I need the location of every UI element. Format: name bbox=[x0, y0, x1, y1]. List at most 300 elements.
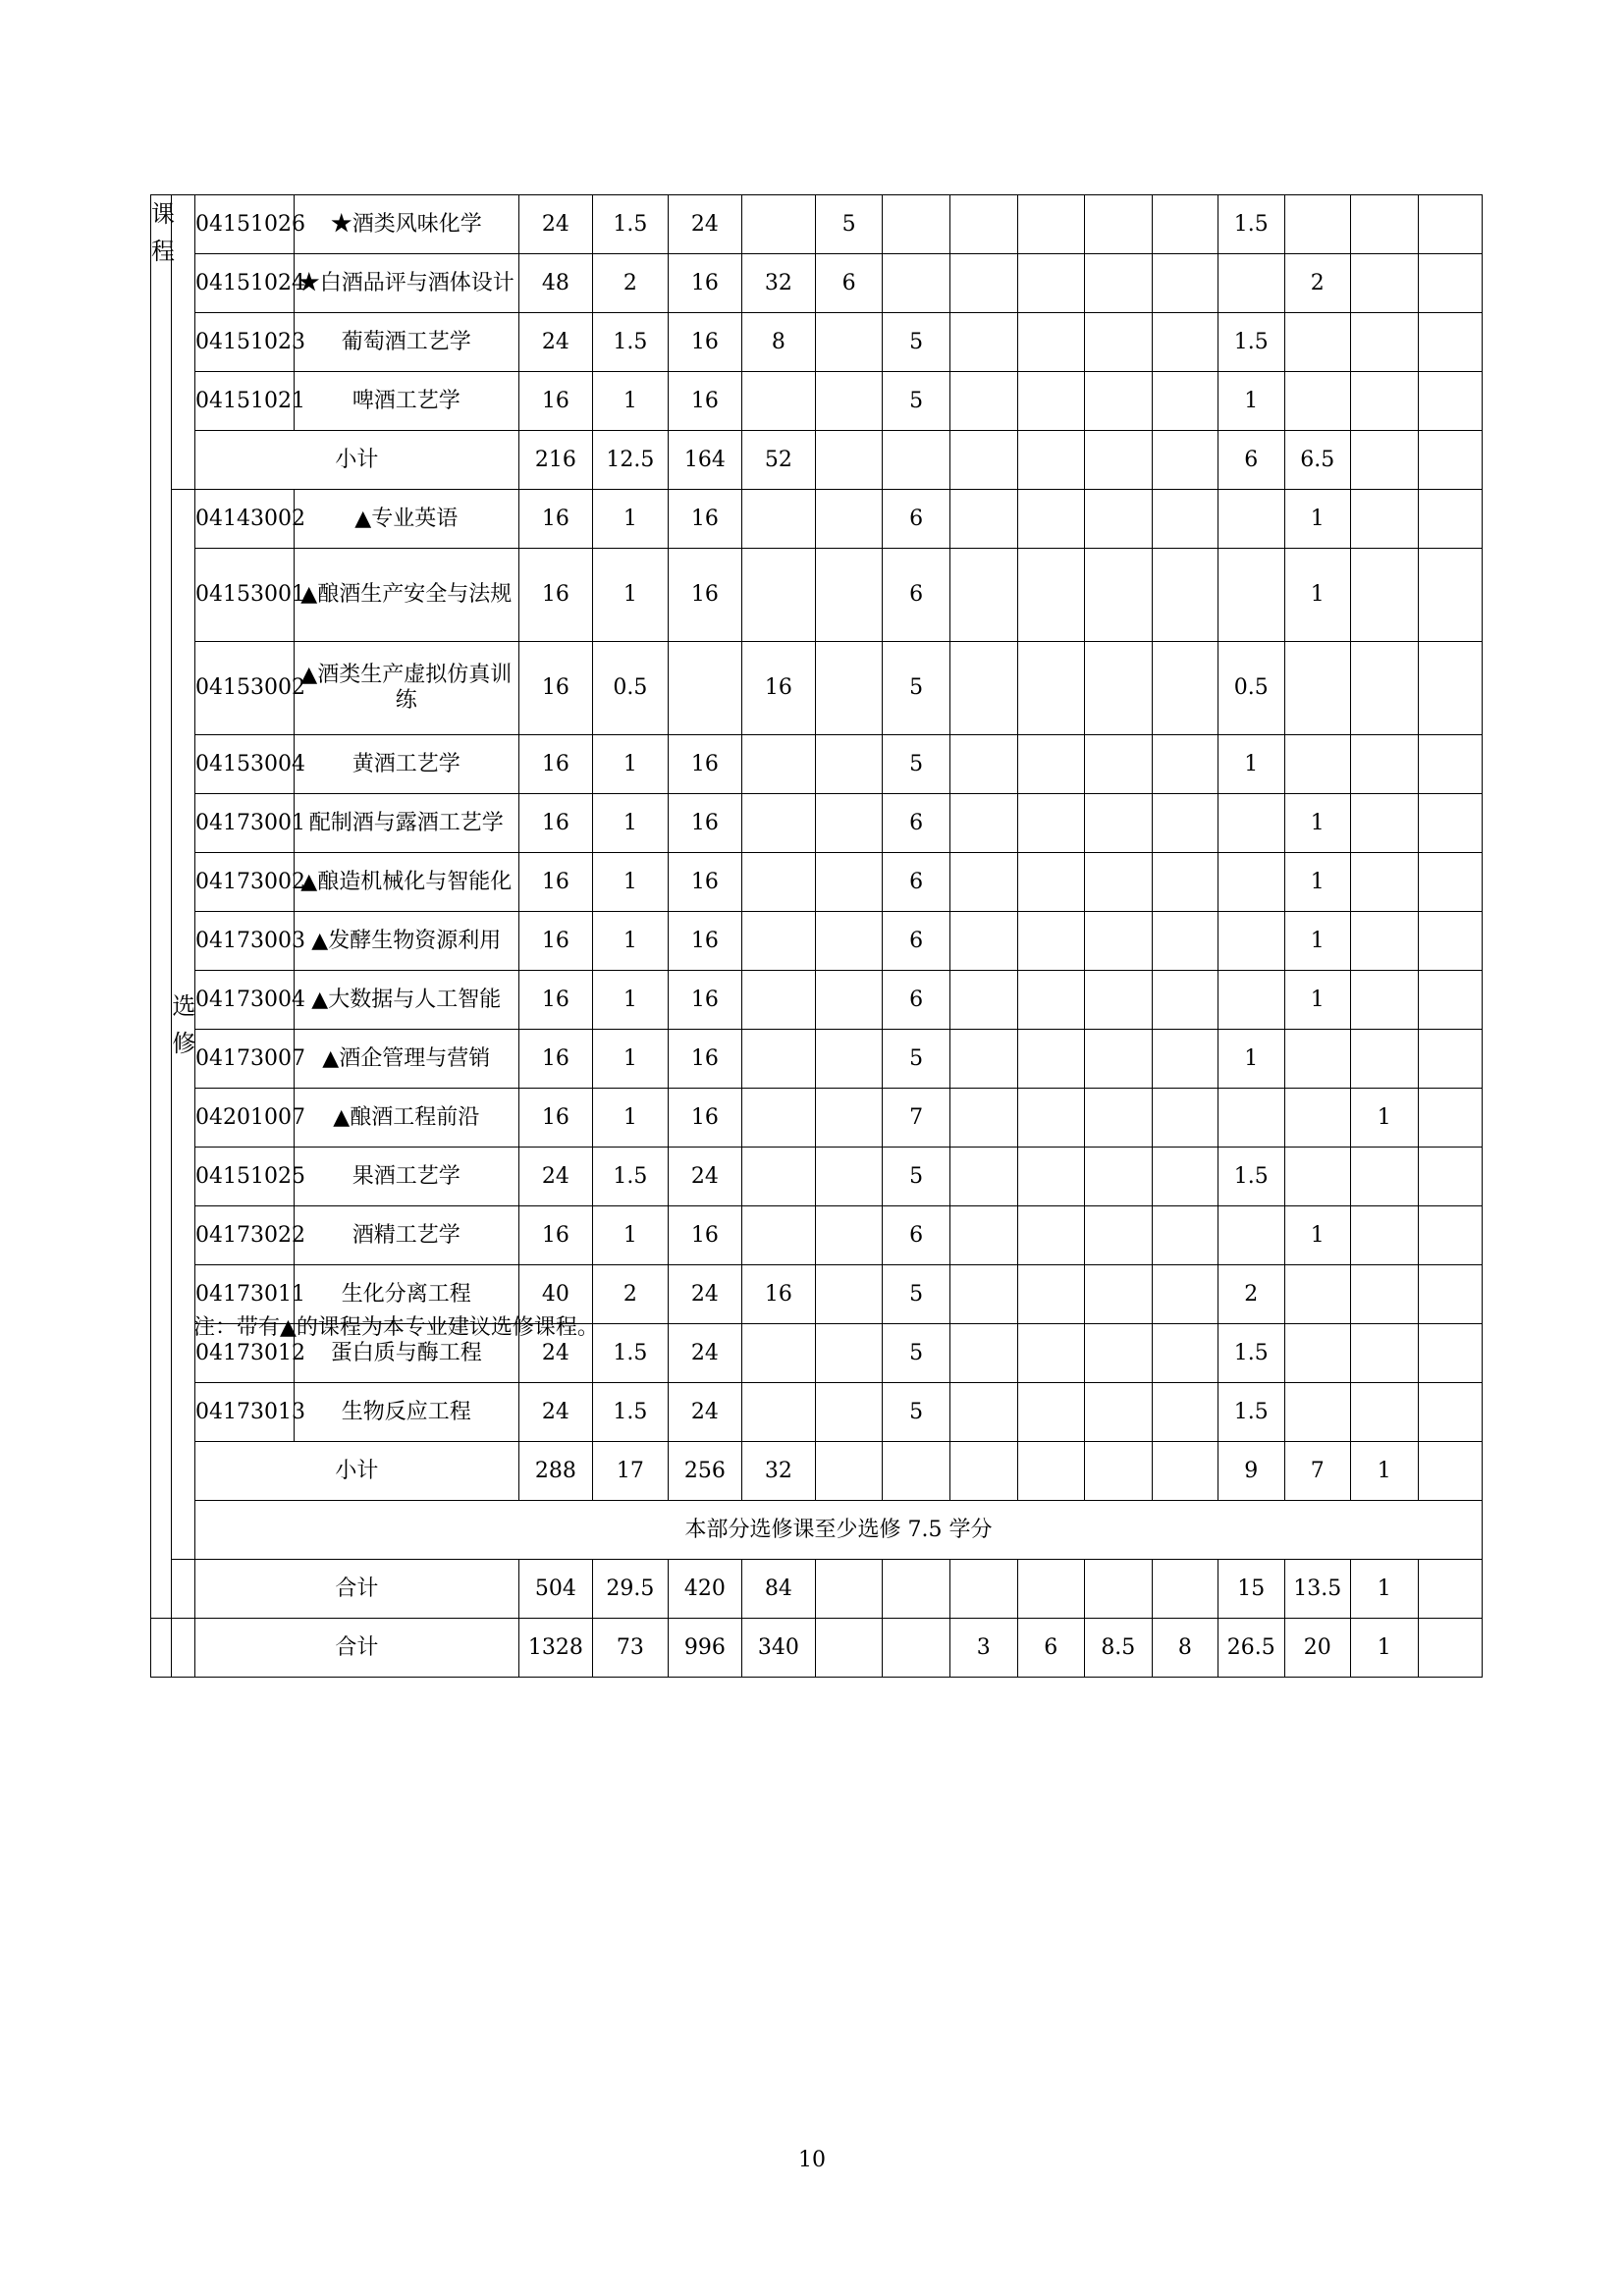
value-cell bbox=[1017, 1442, 1085, 1501]
course-code: 04173001 bbox=[194, 794, 294, 853]
value-cell bbox=[1351, 912, 1419, 971]
value-cell: 1 bbox=[592, 372, 668, 431]
value-cell: 5 bbox=[883, 1265, 950, 1324]
value-cell bbox=[1085, 794, 1153, 853]
value-cell: 16 bbox=[518, 794, 592, 853]
value-cell bbox=[815, 549, 883, 642]
course-name: ▲酿造机械化与智能化 bbox=[294, 853, 518, 912]
course-name: 生化分离工程 bbox=[294, 1265, 518, 1324]
value-cell: 16 bbox=[668, 490, 741, 549]
value-cell bbox=[1418, 1265, 1482, 1324]
value-cell bbox=[1284, 1030, 1350, 1089]
value-cell bbox=[741, 549, 815, 642]
value-cell bbox=[1085, 1030, 1153, 1089]
value-cell: 24 bbox=[518, 195, 592, 254]
value-cell: 2 bbox=[592, 1265, 668, 1324]
value-cell: 6 bbox=[1218, 431, 1284, 490]
value-cell: 29.5 bbox=[592, 1560, 668, 1619]
value-cell bbox=[949, 195, 1017, 254]
value-cell: 6 bbox=[883, 971, 950, 1030]
value-cell: 24 bbox=[668, 1324, 741, 1383]
value-cell bbox=[1085, 313, 1153, 372]
value-cell: 1 bbox=[1284, 1206, 1350, 1265]
group-label-char: 课 bbox=[151, 200, 175, 228]
value-cell bbox=[815, 1324, 883, 1383]
value-cell: 5 bbox=[883, 1030, 950, 1089]
value-cell bbox=[1152, 1148, 1218, 1206]
value-cell: 16 bbox=[518, 549, 592, 642]
course-name: ▲专业英语 bbox=[294, 490, 518, 549]
value-cell: 1 bbox=[1351, 1442, 1419, 1501]
value-cell: 1 bbox=[592, 1030, 668, 1089]
value-cell bbox=[815, 431, 883, 490]
value-cell bbox=[949, 1089, 1017, 1148]
course-name: ▲酿酒生产安全与法规 bbox=[294, 549, 518, 642]
value-cell: 6 bbox=[883, 912, 950, 971]
value-cell bbox=[1351, 254, 1419, 313]
value-cell: 1 bbox=[1284, 912, 1350, 971]
value-cell bbox=[815, 1030, 883, 1089]
value-cell: 420 bbox=[668, 1560, 741, 1619]
value-cell bbox=[1218, 1089, 1284, 1148]
value-cell bbox=[1017, 971, 1085, 1030]
value-cell: 5 bbox=[883, 1383, 950, 1442]
table-row bbox=[151, 195, 1483, 254]
value-cell bbox=[1085, 490, 1153, 549]
value-cell bbox=[1017, 1265, 1085, 1324]
subtotal-row bbox=[151, 1442, 1483, 1501]
table-row bbox=[151, 254, 1483, 313]
value-cell: 6 bbox=[883, 794, 950, 853]
course-name: ▲发酵生物资源利用 bbox=[294, 912, 518, 971]
value-cell: 24 bbox=[668, 1148, 741, 1206]
value-cell bbox=[1418, 642, 1482, 735]
value-cell: 1.5 bbox=[592, 1383, 668, 1442]
value-cell bbox=[1085, 195, 1153, 254]
value-cell bbox=[1017, 735, 1085, 794]
value-cell: 5 bbox=[815, 195, 883, 254]
value-cell bbox=[1152, 1206, 1218, 1265]
table-row bbox=[151, 1089, 1483, 1148]
value-cell bbox=[949, 1030, 1017, 1089]
value-cell bbox=[741, 1206, 815, 1265]
value-cell: 1 bbox=[1284, 853, 1350, 912]
value-cell: 6 bbox=[1017, 1619, 1085, 1678]
value-cell: 1 bbox=[1351, 1560, 1419, 1619]
value-cell bbox=[883, 195, 950, 254]
value-cell bbox=[1085, 853, 1153, 912]
value-cell bbox=[1418, 971, 1482, 1030]
value-cell bbox=[1284, 1324, 1350, 1383]
value-cell bbox=[1284, 642, 1350, 735]
course-code: 04173022 bbox=[194, 1206, 294, 1265]
value-cell: 1 bbox=[592, 971, 668, 1030]
value-cell bbox=[815, 853, 883, 912]
value-cell bbox=[1085, 1148, 1153, 1206]
value-cell bbox=[815, 1206, 883, 1265]
value-cell bbox=[949, 1324, 1017, 1383]
value-cell: 1.5 bbox=[592, 1148, 668, 1206]
value-cell bbox=[1418, 313, 1482, 372]
value-cell: 16 bbox=[668, 1089, 741, 1148]
value-cell bbox=[815, 1619, 883, 1678]
value-cell bbox=[949, 372, 1017, 431]
course-code: 04143002 bbox=[194, 490, 294, 549]
course-code: 04173002 bbox=[194, 853, 294, 912]
value-cell bbox=[883, 254, 950, 313]
value-cell: 24 bbox=[668, 1265, 741, 1324]
value-cell: 5 bbox=[883, 1148, 950, 1206]
value-cell bbox=[1351, 1265, 1419, 1324]
value-cell: 7 bbox=[1284, 1442, 1350, 1501]
subtotal-label: 小计 bbox=[194, 1442, 518, 1501]
value-cell bbox=[741, 1089, 815, 1148]
value-cell: 1 bbox=[592, 490, 668, 549]
total-label: 合计 bbox=[194, 1619, 518, 1678]
value-cell: 8 bbox=[1152, 1619, 1218, 1678]
value-cell bbox=[949, 1148, 1017, 1206]
value-cell bbox=[1017, 853, 1085, 912]
value-cell: 17 bbox=[592, 1442, 668, 1501]
course-code: 04201007 bbox=[194, 1089, 294, 1148]
value-cell: 32 bbox=[741, 1442, 815, 1501]
value-cell: 16 bbox=[741, 1265, 815, 1324]
value-cell bbox=[1152, 912, 1218, 971]
value-cell bbox=[1085, 912, 1153, 971]
value-cell bbox=[1418, 735, 1482, 794]
value-cell: 1 bbox=[592, 735, 668, 794]
value-cell bbox=[1152, 1442, 1218, 1501]
value-cell: 2 bbox=[592, 254, 668, 313]
value-cell: 16 bbox=[668, 254, 741, 313]
value-cell bbox=[1418, 1030, 1482, 1089]
value-cell bbox=[741, 735, 815, 794]
value-cell bbox=[949, 549, 1017, 642]
value-cell bbox=[1351, 794, 1419, 853]
value-cell bbox=[1284, 1089, 1350, 1148]
value-cell bbox=[1418, 1206, 1482, 1265]
value-cell bbox=[1085, 1324, 1153, 1383]
value-cell: 0.5 bbox=[1218, 642, 1284, 735]
value-cell: 16 bbox=[668, 971, 741, 1030]
value-cell bbox=[815, 735, 883, 794]
value-cell bbox=[1152, 372, 1218, 431]
value-cell bbox=[1152, 1383, 1218, 1442]
value-cell bbox=[1418, 431, 1482, 490]
value-cell bbox=[1017, 1030, 1085, 1089]
value-cell bbox=[741, 1148, 815, 1206]
value-cell: 13.5 bbox=[1284, 1560, 1350, 1619]
table-row bbox=[151, 1383, 1483, 1442]
value-cell bbox=[1152, 1560, 1218, 1619]
value-cell bbox=[1152, 794, 1218, 853]
table-row bbox=[151, 642, 1483, 735]
value-cell bbox=[815, 642, 883, 735]
value-cell bbox=[1017, 431, 1085, 490]
value-cell bbox=[1017, 1383, 1085, 1442]
value-cell bbox=[1017, 372, 1085, 431]
course-code: 04151023 bbox=[194, 313, 294, 372]
value-cell: 24 bbox=[518, 313, 592, 372]
value-cell bbox=[1152, 431, 1218, 490]
value-cell bbox=[1418, 372, 1482, 431]
value-cell: 1.5 bbox=[592, 195, 668, 254]
value-cell bbox=[815, 372, 883, 431]
value-cell: 2 bbox=[1284, 254, 1350, 313]
value-cell bbox=[1152, 549, 1218, 642]
value-cell bbox=[741, 912, 815, 971]
course-name: 果酒工艺学 bbox=[294, 1148, 518, 1206]
value-cell bbox=[1418, 853, 1482, 912]
value-cell: 26.5 bbox=[1218, 1619, 1284, 1678]
value-cell: 1.5 bbox=[1218, 1324, 1284, 1383]
value-cell: 84 bbox=[741, 1560, 815, 1619]
course-name: ▲酒类生产虚拟仿真训练 bbox=[294, 642, 518, 735]
value-cell bbox=[949, 735, 1017, 794]
course-name: 啤酒工艺学 bbox=[294, 372, 518, 431]
value-cell: 3 bbox=[949, 1619, 1017, 1678]
value-cell bbox=[1218, 853, 1284, 912]
value-cell bbox=[1351, 971, 1419, 1030]
value-cell: 16 bbox=[518, 490, 592, 549]
subgroup-blank bbox=[172, 1619, 195, 1678]
value-cell: 6 bbox=[883, 549, 950, 642]
value-cell: 16 bbox=[518, 1089, 592, 1148]
value-cell bbox=[741, 794, 815, 853]
value-cell bbox=[1218, 912, 1284, 971]
value-cell bbox=[883, 1619, 950, 1678]
value-cell bbox=[949, 853, 1017, 912]
value-cell: 1 bbox=[1284, 549, 1350, 642]
value-cell bbox=[1418, 1560, 1482, 1619]
value-cell bbox=[815, 313, 883, 372]
value-cell bbox=[1351, 642, 1419, 735]
value-cell bbox=[1218, 254, 1284, 313]
elective-note: 本部分选修课至少选修 7.5 学分 bbox=[194, 1501, 1482, 1560]
value-cell bbox=[1418, 1619, 1482, 1678]
value-cell: 1 bbox=[1351, 1089, 1419, 1148]
value-cell bbox=[1418, 912, 1482, 971]
value-cell: 1 bbox=[592, 549, 668, 642]
value-cell bbox=[949, 1265, 1017, 1324]
value-cell: 73 bbox=[592, 1619, 668, 1678]
value-cell bbox=[815, 1442, 883, 1501]
value-cell bbox=[1085, 254, 1153, 313]
value-cell bbox=[949, 431, 1017, 490]
subtotal-label: 小计 bbox=[194, 431, 518, 490]
value-cell bbox=[741, 971, 815, 1030]
table-row bbox=[151, 853, 1483, 912]
value-cell: 40 bbox=[518, 1265, 592, 1324]
group-label-char: 选 bbox=[172, 991, 196, 1020]
value-cell bbox=[1152, 254, 1218, 313]
value-cell bbox=[815, 1265, 883, 1324]
value-cell bbox=[1017, 642, 1085, 735]
course-code: 04151025 bbox=[194, 1148, 294, 1206]
value-cell: 1 bbox=[1284, 490, 1350, 549]
value-cell bbox=[1085, 1560, 1153, 1619]
value-cell bbox=[1085, 372, 1153, 431]
value-cell: 16 bbox=[668, 735, 741, 794]
value-cell bbox=[815, 794, 883, 853]
value-cell: 16 bbox=[668, 313, 741, 372]
value-cell: 1 bbox=[1284, 971, 1350, 1030]
value-cell bbox=[1085, 431, 1153, 490]
value-cell: 6 bbox=[883, 1206, 950, 1265]
value-cell bbox=[949, 1560, 1017, 1619]
value-cell: 5 bbox=[883, 313, 950, 372]
subgroup-blank bbox=[172, 1560, 195, 1619]
value-cell bbox=[1351, 490, 1419, 549]
value-cell: 24 bbox=[518, 1148, 592, 1206]
course-name: ▲酿酒工程前沿 bbox=[294, 1089, 518, 1148]
value-cell: 1.5 bbox=[1218, 1383, 1284, 1442]
course-name: ★酒类风味化学 bbox=[294, 195, 518, 254]
course-name: ▲大数据与人工智能 bbox=[294, 971, 518, 1030]
course-code: 04151021 bbox=[194, 372, 294, 431]
value-cell: 16 bbox=[518, 372, 592, 431]
course-name: ★白酒品评与酒体设计 bbox=[294, 254, 518, 313]
value-cell bbox=[1351, 431, 1419, 490]
value-cell: 6 bbox=[815, 254, 883, 313]
course-code: 04151026 bbox=[194, 195, 294, 254]
value-cell: 16 bbox=[518, 912, 592, 971]
value-cell bbox=[1351, 1383, 1419, 1442]
value-cell bbox=[1152, 971, 1218, 1030]
group-label-elective bbox=[172, 490, 195, 1560]
table-row bbox=[151, 794, 1483, 853]
value-cell bbox=[1218, 490, 1284, 549]
value-cell: 16 bbox=[518, 642, 592, 735]
course-name: 蛋白质与酶工程 bbox=[294, 1324, 518, 1383]
value-cell bbox=[1418, 1089, 1482, 1148]
value-cell bbox=[1085, 549, 1153, 642]
value-cell bbox=[1351, 372, 1419, 431]
value-cell: 1 bbox=[592, 1206, 668, 1265]
value-cell: 1 bbox=[592, 794, 668, 853]
value-cell bbox=[815, 490, 883, 549]
value-cell: 24 bbox=[518, 1324, 592, 1383]
grand-total-row bbox=[151, 1619, 1483, 1678]
value-cell bbox=[1284, 313, 1350, 372]
value-cell: 1.5 bbox=[592, 313, 668, 372]
value-cell: 24 bbox=[668, 1383, 741, 1442]
value-cell: 0.5 bbox=[592, 642, 668, 735]
value-cell bbox=[949, 642, 1017, 735]
value-cell: 5 bbox=[883, 735, 950, 794]
value-cell bbox=[1152, 490, 1218, 549]
value-cell: 288 bbox=[518, 1442, 592, 1501]
value-cell bbox=[1284, 1383, 1350, 1442]
value-cell bbox=[1351, 313, 1419, 372]
value-cell bbox=[1152, 1324, 1218, 1383]
value-cell bbox=[1017, 794, 1085, 853]
value-cell: 16 bbox=[518, 1206, 592, 1265]
group-blank bbox=[151, 1619, 172, 1678]
value-cell bbox=[815, 1560, 883, 1619]
value-cell bbox=[1351, 1206, 1419, 1265]
course-code: 04173012 bbox=[194, 1324, 294, 1383]
value-cell bbox=[1351, 735, 1419, 794]
page-number: 10 bbox=[798, 2148, 826, 2172]
value-cell bbox=[1152, 313, 1218, 372]
value-cell bbox=[1017, 313, 1085, 372]
value-cell bbox=[1351, 853, 1419, 912]
value-cell bbox=[1085, 1265, 1153, 1324]
course-code: 04173011 bbox=[194, 1265, 294, 1324]
course-plan-table bbox=[150, 194, 1483, 1678]
value-cell bbox=[1284, 195, 1350, 254]
value-cell: 1 bbox=[1351, 1619, 1419, 1678]
course-code: 04153004 bbox=[194, 735, 294, 794]
group-label-course bbox=[151, 195, 175, 1619]
value-cell: 996 bbox=[668, 1619, 741, 1678]
value-cell: 1.5 bbox=[592, 1324, 668, 1383]
value-cell: 16 bbox=[668, 372, 741, 431]
value-cell bbox=[741, 1030, 815, 1089]
value-cell bbox=[1218, 971, 1284, 1030]
value-cell: 2 bbox=[1218, 1265, 1284, 1324]
value-cell bbox=[1284, 372, 1350, 431]
value-cell bbox=[815, 971, 883, 1030]
value-cell: 216 bbox=[518, 431, 592, 490]
course-name: ▲酒企管理与营销 bbox=[294, 1030, 518, 1089]
table-row bbox=[151, 1148, 1483, 1206]
value-cell: 5 bbox=[883, 372, 950, 431]
value-cell: 16 bbox=[668, 1030, 741, 1089]
value-cell bbox=[741, 372, 815, 431]
value-cell bbox=[1085, 1383, 1153, 1442]
value-cell bbox=[1017, 254, 1085, 313]
value-cell: 48 bbox=[518, 254, 592, 313]
value-cell bbox=[1017, 1148, 1085, 1206]
value-cell bbox=[1351, 1324, 1419, 1383]
value-cell: 164 bbox=[668, 431, 741, 490]
course-code: 04173013 bbox=[194, 1383, 294, 1442]
value-cell: 1328 bbox=[518, 1619, 592, 1678]
value-cell: 1 bbox=[592, 1089, 668, 1148]
value-cell: 16 bbox=[668, 1206, 741, 1265]
value-cell bbox=[1418, 1442, 1482, 1501]
group-label-char: 程 bbox=[151, 238, 175, 265]
value-cell: 1 bbox=[592, 912, 668, 971]
value-cell bbox=[815, 1148, 883, 1206]
value-cell bbox=[1284, 1148, 1350, 1206]
value-cell bbox=[741, 490, 815, 549]
value-cell bbox=[1418, 254, 1482, 313]
value-cell bbox=[1418, 549, 1482, 642]
value-cell bbox=[1152, 195, 1218, 254]
value-cell: 7 bbox=[883, 1089, 950, 1148]
course-code: 04173004 bbox=[194, 971, 294, 1030]
value-cell bbox=[1085, 1442, 1153, 1501]
course-name: 生物反应工程 bbox=[294, 1383, 518, 1442]
value-cell: 16 bbox=[668, 912, 741, 971]
value-cell bbox=[949, 971, 1017, 1030]
value-cell bbox=[949, 1442, 1017, 1501]
value-cell bbox=[1284, 1265, 1350, 1324]
value-cell bbox=[1017, 1560, 1085, 1619]
value-cell: 5 bbox=[883, 642, 950, 735]
table-row bbox=[151, 1030, 1483, 1089]
value-cell bbox=[1017, 1324, 1085, 1383]
value-cell: 1 bbox=[1218, 372, 1284, 431]
value-cell bbox=[949, 912, 1017, 971]
value-cell: 256 bbox=[668, 1442, 741, 1501]
subtotal-row bbox=[151, 431, 1483, 490]
value-cell bbox=[1351, 1148, 1419, 1206]
value-cell: 1 bbox=[592, 853, 668, 912]
